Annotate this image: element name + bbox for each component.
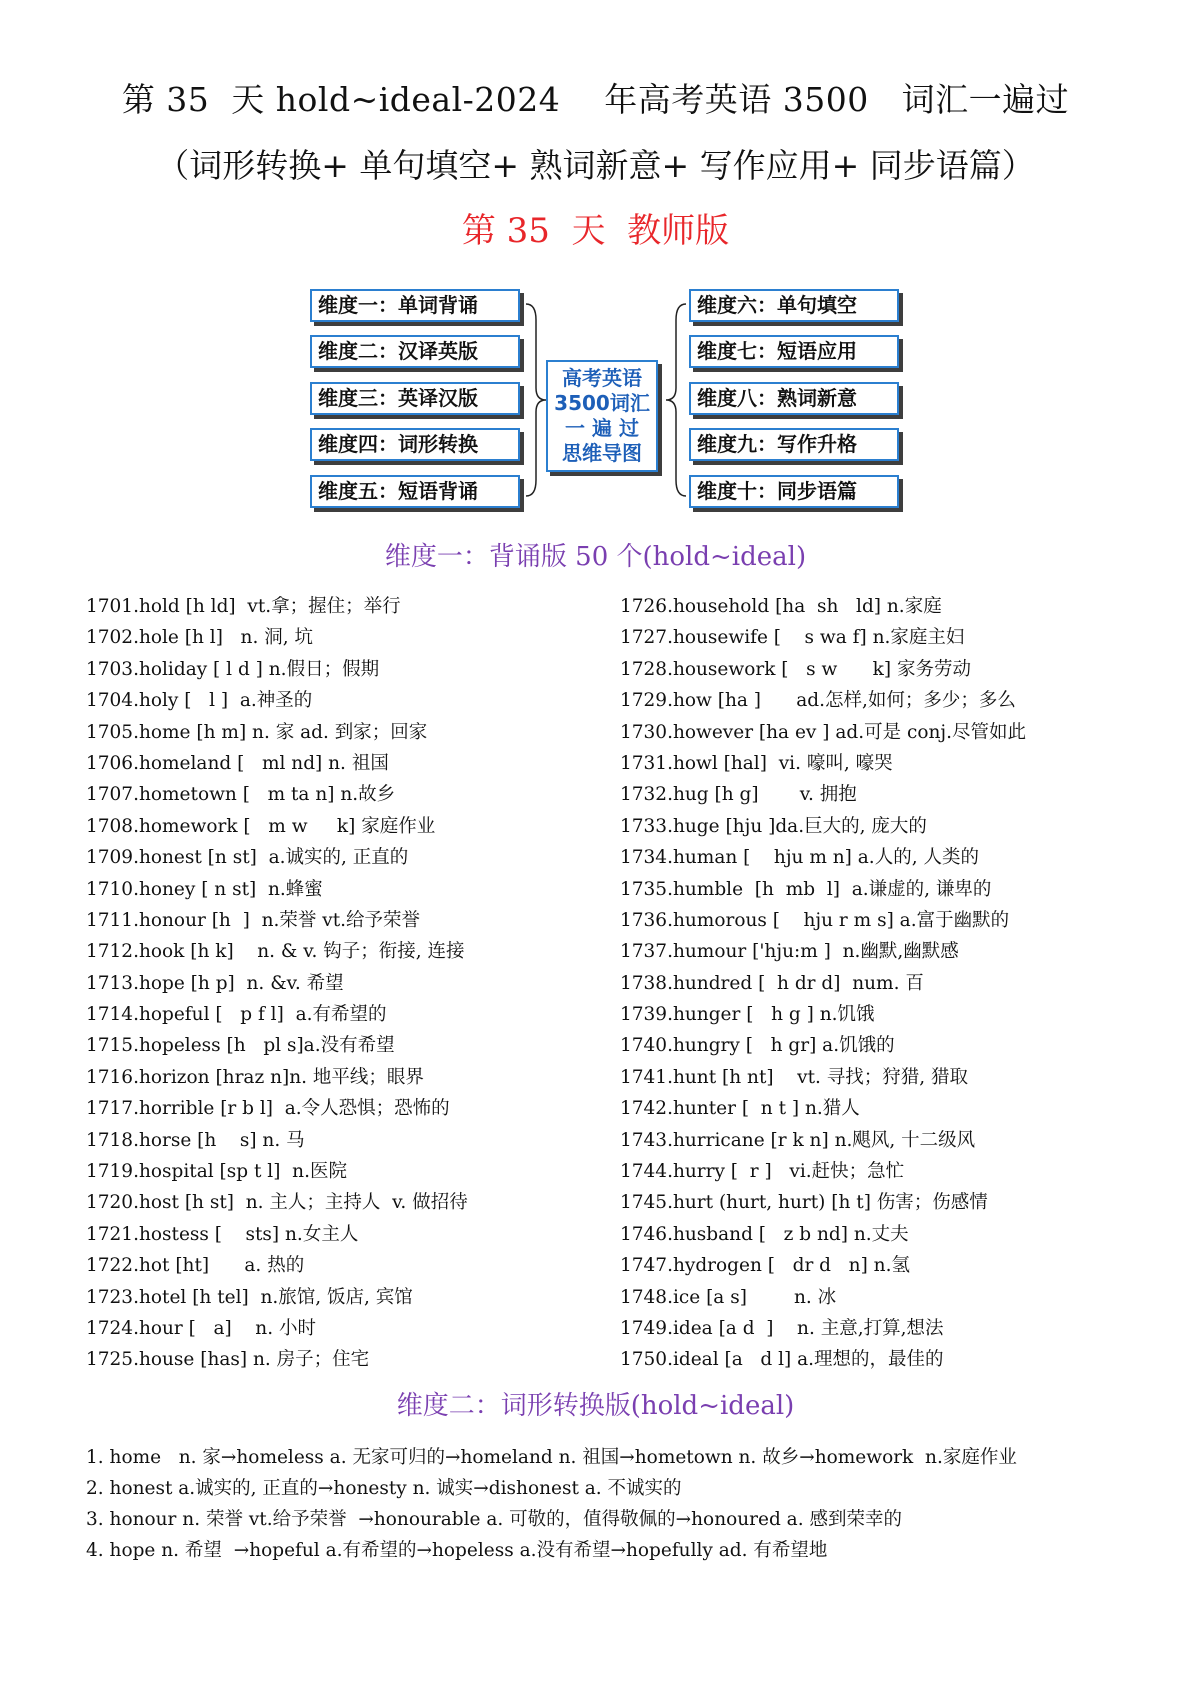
vocab-item: 1736.humorous [ hju r m s] a.富于幽默的	[620, 909, 1010, 931]
mindmap-right-1: 维度六：单句填空	[689, 289, 899, 322]
mindmap-right-4: 维度九：写作升格	[689, 428, 899, 461]
vocab-item: 1732.hug [h g] v. 拥抱	[620, 784, 857, 806]
vocab-item: 1716.horizon [hraz n]n. 地平线；眼界	[86, 1066, 424, 1088]
vocab-item: 1707.hometown [ m ta n] n.故乡	[86, 784, 396, 806]
mindmap-center-line-3: 一 遍 过	[565, 416, 639, 440]
vocab-item: 1706.homeland [ ml nd] n. 祖国	[86, 752, 389, 774]
mindmap-left-1: 维度一：单词背诵	[310, 289, 520, 322]
vocab-item: 1725.house [has] n. 房子；住宅	[86, 1349, 370, 1371]
page-title: 第 35 天 hold~ideal-2024 年高考英语 3500 词汇一遍过	[121, 80, 1070, 119]
mindmap-left-3: 维度三：英译汉版	[310, 382, 520, 415]
vocab-item: 1710.honey [ n st] n.蜂蜜	[86, 878, 323, 900]
vocab-item: 1730.however [ha ev ] ad.可是 conj.尽管如此	[620, 721, 1027, 743]
vocab-left-column	[86, 591, 606, 1376]
mindmap-right-3: 维度八：熟词新意	[689, 382, 899, 415]
vocab-item: 1739.hunger [ h g ] n.饥饿	[620, 1004, 875, 1026]
vocab-item: 1720.host [h st] n. 主人；主持人 v. 做招待	[86, 1192, 468, 1214]
vocab-item: 1743.hurricane [r k n] n.飓风, 十二级风	[620, 1129, 976, 1151]
vocab-item: 1717.horrible [r b l] a.令人恐惧；恐怖的	[86, 1098, 450, 1120]
vocab-item: 1726.household [ha sh ld] n.家庭	[620, 596, 942, 617]
vocab-item: 1747.hydrogen [ dr d n] n.氢	[620, 1255, 910, 1277]
vocab-item: 1729.how [ha ] ad.怎样,如何；多少；多么	[620, 690, 1016, 712]
mindmap-center-line-2: 3500词汇	[554, 391, 650, 415]
vocab-item: 1701.hold [h ld] vt.拿；握住；举行	[86, 596, 401, 617]
vocab-item: 1712.hook [h k] n. & v. 钩子；衔接, 连接	[86, 941, 465, 963]
vocab-item: 1748.ice [a s] n. 冰	[620, 1286, 837, 1308]
vocab-item: 1721.hostess [ sts] n.女主人	[86, 1223, 359, 1245]
vocab-item: 1733.huge [hju ]da.巨大的, 庞大的	[620, 815, 927, 837]
vocab-item: 1713.hope [h p] n. &v. 希望	[86, 972, 344, 994]
vocab-item: 1742.hunter [ n t ] n.猎人	[620, 1098, 860, 1120]
vocab-item: 1709.honest [n st] a.诚实的, 正直的	[86, 847, 409, 869]
vocab-item: 1714.hopeful [ p f l] a.有希望的	[86, 1004, 387, 1026]
mindmap-right-2: 维度七：短语应用	[689, 335, 899, 368]
conversion-line-3: 3. honour n. 荣誉 vt.给予荣誉 →honourable a. 可敬的，值得敬佩的→honoured a. 感到荣幸的	[86, 1509, 902, 1530]
vocab-item: 1746.husband [ z b nd] n.丈夫	[620, 1223, 909, 1245]
section1-title: 维度一：背诵版 50 个(hold~ideal)	[384, 542, 807, 572]
edition-title: 第 35 天 教师版	[461, 211, 730, 251]
conversion-line-1: 1. home n. 家→homeless a. 无家可归的→homeland n. 祖国→hometown n. 故乡→homework n.家庭作业	[86, 1447, 1017, 1468]
vocab-item: 1703.holiday [ l d ] n.假日；假期	[86, 658, 380, 680]
vocab-item: 1735.humble [h mb l] a.谦虚的, 谦卑的	[620, 878, 992, 900]
vocab-item: 1740.hungry [ h gr] a.饥饿的	[620, 1035, 895, 1057]
conversion-line-2: 2. honest a.诚实的, 正直的→honesty n. 诚实→dishonest a. 不诚实的	[86, 1478, 682, 1499]
vocab-right-column	[620, 591, 1140, 1376]
mindmap-left-2: 维度二：汉译英版	[310, 335, 520, 368]
vocab-item: 1715.hopeless [h pl s]a.没有希望	[86, 1035, 395, 1057]
vocab-item: 1704.holy [ l ] a.神圣的	[86, 690, 313, 712]
vocab-item: 1734.human [ hju m n] a.人的, 人类的	[620, 847, 979, 869]
vocab-item: 1722.hot [ht] a. 热的	[86, 1255, 305, 1277]
vocab-item: 1702.hole [h l] n. 洞, 坑	[86, 627, 313, 649]
section2-title: 维度二：词形转换版(hold~ideal)	[396, 1391, 795, 1421]
vocab-item: 1741.hunt [h nt] vt. 寻找；狩猎, 猎取	[620, 1066, 969, 1088]
mindmap-right-5: 维度十：同步语篇	[689, 475, 899, 508]
vocab-item: 1749.idea [a d ] n. 主意,打算,想法	[620, 1317, 944, 1339]
vocab-item: 1727.housewife [ s wa f] n.家庭主妇	[620, 627, 965, 649]
vocab-item: 1744.hurry [ r ] vi.赶快；急忙	[620, 1161, 905, 1183]
vocab-item: 1728.housework [ s w k] 家务劳动	[620, 658, 971, 680]
vocab-item: 1723.hotel [h tel] n.旅馆, 饭店, 宾馆	[86, 1286, 413, 1308]
conversion-line-4: 4. hope n. 希望 →hopeful a.有希望的→hopeless a.没有希望→hopefully ad. 有希望地	[86, 1540, 828, 1561]
mindmap-center-line-1: 高考英语	[562, 366, 642, 390]
vocab-item: 1719.hospital [sp t l] n.医院	[86, 1161, 347, 1183]
mindmap-center	[546, 360, 658, 472]
vocab-item: 1708.homework [ m w k] 家庭作业	[86, 815, 436, 837]
vocab-item: 1745.hurt (hurt, hurt) [h t] 伤害；伤感情	[620, 1192, 988, 1214]
vocab-item: 1718.horse [h s] n. 马	[86, 1129, 305, 1151]
mindmap-center-line-4: 思维导图	[562, 441, 642, 465]
vocab-item: 1737.humour ['hju:m ] n.幽默,幽默感	[620, 941, 959, 963]
vocab-item: 1750.ideal [a d l] a.理想的，最佳的	[620, 1349, 944, 1371]
vocab-item: 1711.honour [h ] n.荣誉 vt.给予荣誉	[86, 909, 421, 931]
page-subtitle: （词形转换+ 单句填空+ 熟词新意+ 写作应用+ 同步语篇）	[156, 146, 1035, 185]
vocab-item: 1731.howl [hal] vi. 嚎叫, 嚎哭	[620, 752, 893, 774]
vocab-item: 1705.home [h m] n. 家 ad. 到家；回家	[86, 721, 428, 743]
mindmap-left-4: 维度四：词形转换	[310, 428, 520, 461]
mindmap-left-5: 维度五：短语背诵	[310, 475, 520, 508]
left-brace	[524, 300, 548, 500]
vocab-item: 1724.hour [ a] n. 小时	[86, 1317, 316, 1339]
right-brace	[664, 300, 688, 500]
vocab-item: 1738.hundred [ h dr d] num. 百	[620, 972, 924, 994]
